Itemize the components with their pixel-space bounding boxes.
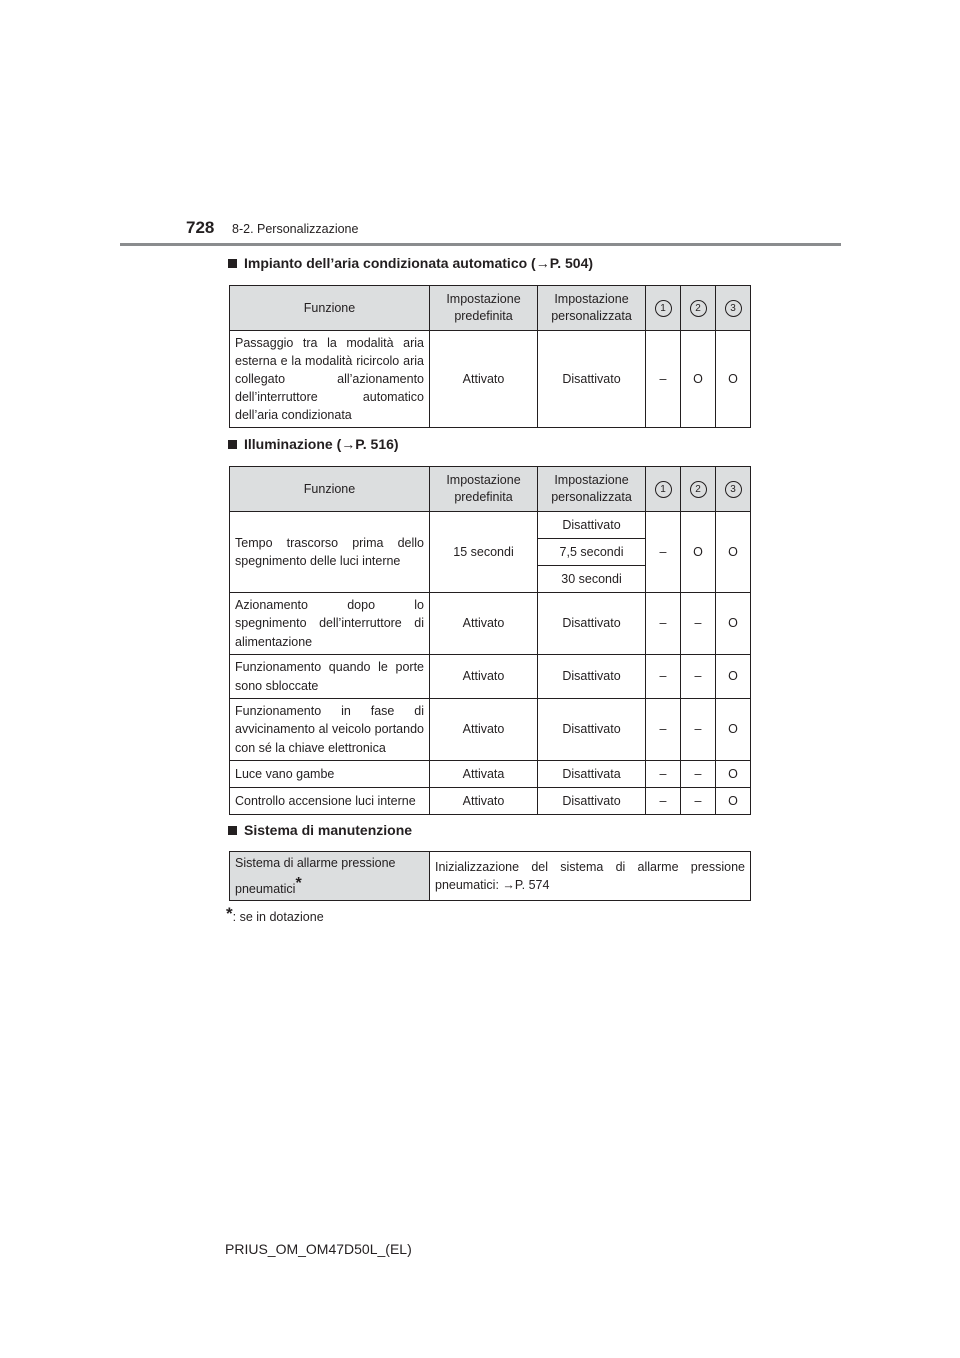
circled-number-3-icon: 3 [725,481,742,498]
cell-col-2: – [681,788,716,815]
cell-default: Attivato [430,788,538,815]
cell-default: Attivata [430,761,538,788]
cell-col-1: – [646,761,681,788]
cell-custom: Disattivata [538,761,646,788]
section-heading-text: Illuminazione (→P. 516) [244,436,399,452]
cell-function: Luce vano gambe [230,761,430,788]
header-col-1 [646,286,681,331]
cell-custom: Disattivato [538,593,646,655]
cell-col-3: O [716,512,751,593]
circled-number-3-icon: 3 [725,300,742,317]
header-default: Impostazione predefinita [430,286,538,331]
footnote [226,904,324,924]
header-default: Impostazione predefinita [430,467,538,512]
table-row [230,788,751,815]
cell-custom-option: 30 secondi [538,566,646,593]
cell-custom-option: 7,5 secondi [538,539,646,566]
section-heading-air-conditioning [228,255,593,271]
cell-default: 15 secondi [430,512,538,593]
cell-custom-option: Disattivato [538,512,646,539]
cell-col-1: – [646,512,681,593]
section-heading-lighting [228,436,399,452]
cell-col-3: O [716,331,751,428]
table-header-row [230,467,751,512]
cell-function: Funzionamento quando le porte sono sbloccate [230,655,430,699]
cell-custom: Disattivato [538,331,646,428]
header-col-1 [646,467,681,512]
feature-label: Sistema di allarme pressione pneumatici [235,856,396,897]
page-number: 728 [186,218,215,237]
cell-col-1: – [646,699,681,761]
table-row [230,593,751,655]
cell-default: Attivato [430,699,538,761]
header-rule [120,243,841,246]
lighting-table [229,466,751,815]
footnote-text: : se in dotazione [232,910,324,924]
cell-function: Controllo accensione luci interne [230,788,430,815]
table-header-row [230,286,751,331]
circled-number-1-icon: 1 [655,300,672,317]
header-col-2 [681,286,716,331]
cell-col-1: – [646,655,681,699]
cell-col-2: – [681,655,716,699]
cell-default: Attivato [430,593,538,655]
cell-col-1: – [646,788,681,815]
section-heading-maintenance [228,822,412,838]
cell-custom: Disattivato [538,788,646,815]
section-heading-text: Sistema di manutenzione [244,822,413,838]
header-col-3 [716,286,751,331]
table-row [230,655,751,699]
table-row [230,512,751,539]
table-row [230,761,751,788]
cell-default: Attivato [430,655,538,699]
cell-function: Azionamento dopo lo spegnimento dell’interruttore di alimentazione [230,593,430,655]
circled-number-2-icon: 2 [690,300,707,317]
cell-col-2: – [681,699,716,761]
cell-function: Funzionamento in fase di avvicinamento al veicolo portando con sé la chiave elettronica [230,699,430,761]
cell-col-3: O [716,593,751,655]
cell-function: Tempo trascorso prima dello spegnimento delle luci interne [230,512,430,593]
cell-col-2: – [681,593,716,655]
header-custom: Impostazione personalizzata [538,286,646,331]
square-bullet-icon [228,259,237,268]
cell-col-3: O [716,761,751,788]
section-heading-text: Impianto dell’aria condizionata automatico (→P. 504) [244,255,594,271]
cell-feature [230,852,430,901]
cell-col-3: O [716,655,751,699]
chapter-title: 8-2. Personalizzazione [232,222,359,236]
header-col-2 [681,467,716,512]
header-custom: Impostazione personalizzata [538,467,646,512]
cell-col-1: – [646,331,681,428]
cell-col-2: O [681,512,716,593]
cell-function: Passaggio tra la modalità aria esterna e la modalità ricircolo aria collegato all’azionamento dell’interruttore automatico dell’aria condizionata [230,331,430,428]
air-conditioning-table [229,285,751,428]
footnote-star: * [226,904,233,923]
cell-col-2: – [681,761,716,788]
cell-default: Attivato [430,331,538,428]
document-code: PRIUS_OM_OM47D50L_(EL) [225,1241,412,1257]
circled-number-2-icon: 2 [690,481,707,498]
table-row [230,699,751,761]
cell-col-3: O [716,788,751,815]
cell-custom: Disattivato [538,655,646,699]
cell-col-3: O [716,699,751,761]
table-row [230,331,751,428]
header-function: Funzione [230,467,430,512]
footnote-marker: * [295,875,302,893]
header-function: Funzione [230,286,430,331]
cell-col-1: – [646,593,681,655]
maintenance-table [229,851,751,901]
square-bullet-icon [228,440,237,449]
table-row [230,852,751,901]
cell-description: Inizializzazione del sistema di allarme pressione pneumatici: →P. 574 [430,852,751,901]
square-bullet-icon [228,826,237,835]
circled-number-1-icon: 1 [655,481,672,498]
cell-custom: Disattivato [538,699,646,761]
header-col-3 [716,467,751,512]
cell-col-2: O [681,331,716,428]
